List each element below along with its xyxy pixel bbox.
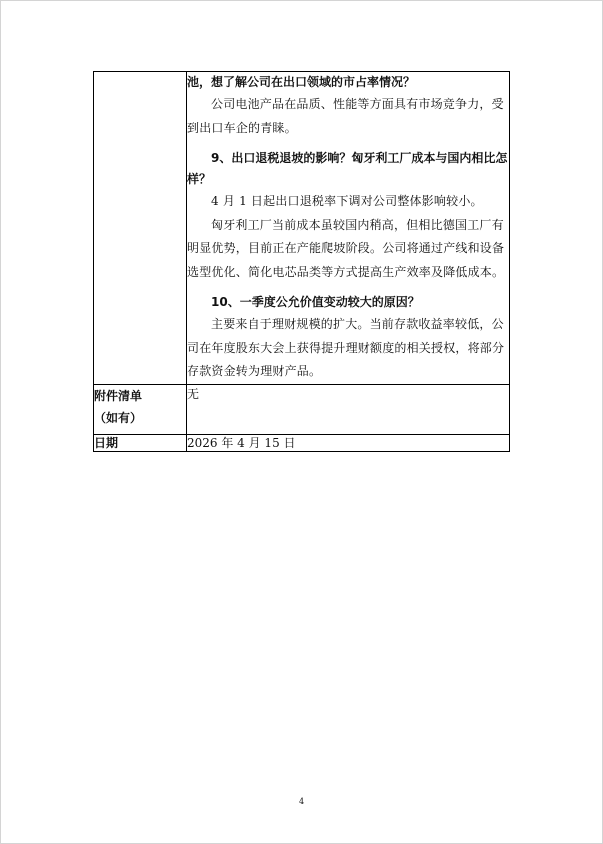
attachments-label-line-2: （如有） [94, 410, 143, 425]
date-row [94, 434, 510, 451]
question-9: 9、出口退税退坡的影响？匈牙利工厂成本与国内相比怎样？ [187, 151, 508, 186]
attachments-label [94, 384, 187, 434]
answer-9-part-2: 匈牙利工厂当前成本虽较国内稍高，但相比德国工厂有明显优势，目前正在产能爬坡阶段。公司将通过产线和设备选型优化、简化电芯品类等方式提高生产效率及降低成本。 [187, 217, 505, 279]
date-value: 2026 年 4 月 15 日 [187, 434, 510, 451]
info-table [93, 71, 510, 452]
content-cell [187, 72, 510, 385]
page-number: 4 [298, 797, 305, 806]
attachments-value: 无 [187, 384, 510, 434]
answer-10: 主要来自于理财规模的扩大。当前存款收益率较低，公司在年度股东大会上获得提升理财额度的相关授权，将部分存款资金转为理财产品。 [187, 317, 505, 378]
date-label: 日期 [94, 434, 187, 451]
question-10: 10、一季度公允价值变动较大的原因？ [211, 295, 420, 309]
content-label-cell [94, 72, 187, 385]
answer-8: 公司电池产品在品质、性能等方面具有市场竞争力，受到出口车企的青睐。 [187, 97, 504, 135]
question-8-tail: 池，想了解公司在出口领域的市占率情况？ [187, 75, 416, 89]
attachments-row [94, 384, 510, 434]
answer-9-part-1: 4 月 1 日起出口退税率下调对公司整体影响较小。 [211, 194, 483, 208]
content-row [94, 72, 510, 385]
attachments-label-line-1: 附件清单 [94, 388, 143, 403]
